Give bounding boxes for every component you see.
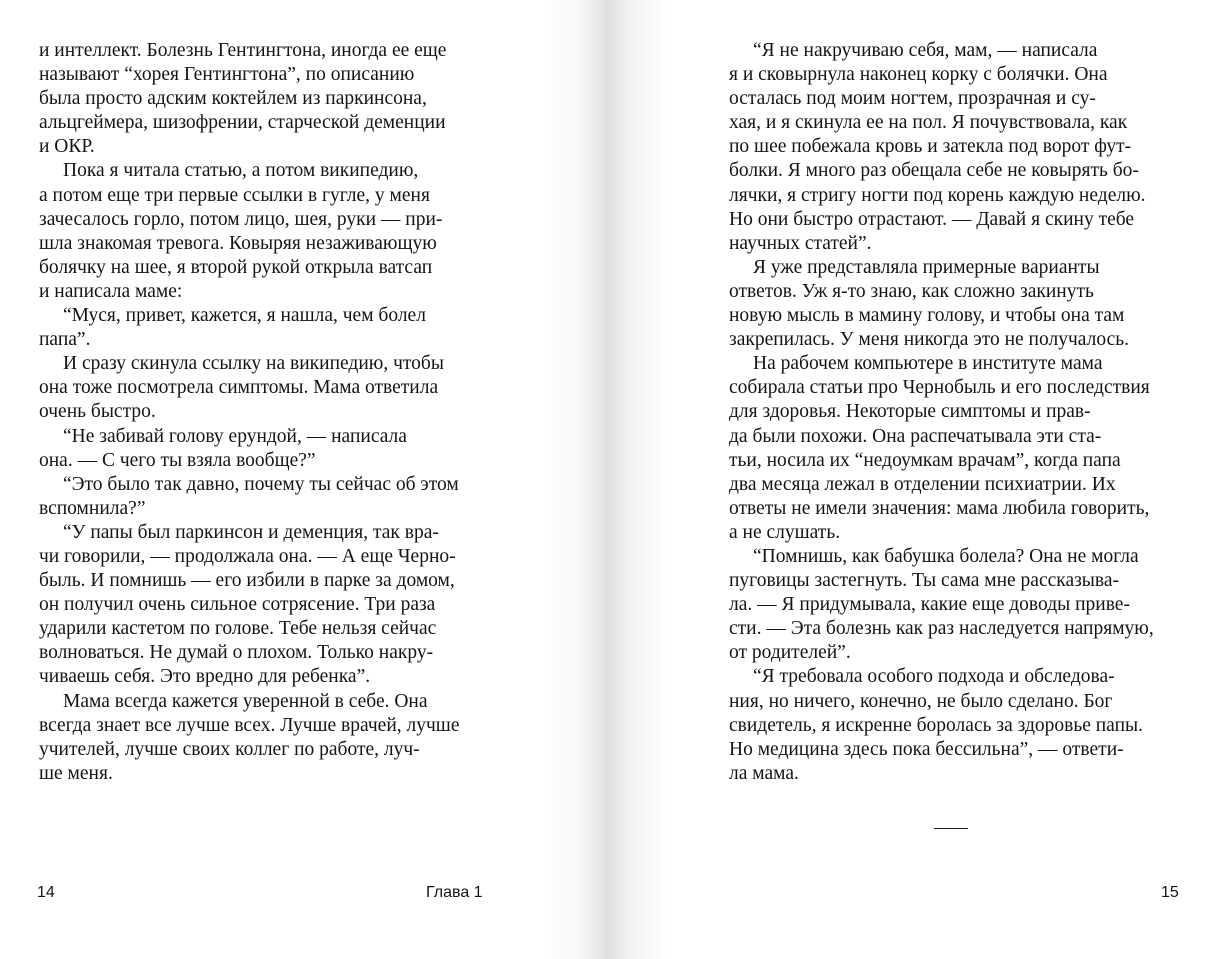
text-line: хая, и я скинула ее на пол. Я почувствовала, как — [729, 112, 1128, 134]
text-line: ударили кастетом по голове. Тебе нельзя сейчас — [39, 618, 437, 640]
text-line: ответы не имели значения: мама любила говорить, — [729, 497, 1150, 519]
text-line: да были похожи. Она распечатывала эти ста- — [729, 425, 1102, 447]
text-line: вспомнила?” — [39, 497, 146, 519]
text-line: На рабочем компьютере в институте мама — [753, 353, 1103, 375]
text-line: Но они быстро отрастают. — Давай я скину тебе — [729, 208, 1135, 230]
text-line: чиваешь себя. Это вредно для ребенка”. — [39, 666, 371, 688]
running-head-chapter: Глава 1 — [426, 884, 483, 901]
text-line: научных статей”. — [729, 232, 872, 254]
text-line: “Муся, привет, кажется, я нашла, чем болел — [63, 305, 426, 327]
text-line: папа”. — [39, 329, 91, 351]
text-line: тьи, носила их “недоумкам врачам”, когда папа — [729, 449, 1121, 471]
text-line: и ОКР. — [39, 136, 95, 158]
text-line: Но медицина здесь пока бессильна”, — ответи- — [729, 738, 1124, 760]
text-line: ответов. Уж я-то знаю, как сложно закинуть — [729, 280, 1094, 302]
text-line: я и сковырнула наконец корку с болячки. Она — [729, 64, 1108, 86]
right-page — [609, 0, 1219, 959]
text-line: “У папы был паркинсон и деменция, так вра- — [63, 521, 439, 543]
left-page-body-text — [39, 39, 459, 786]
text-line: ше меня. — [39, 762, 113, 784]
text-line: ла мама. — [729, 762, 799, 784]
text-line: и написала маме: — [39, 280, 183, 302]
text-line: а потом еще три первые ссылки в гугле, у меня — [39, 184, 430, 206]
text-line: а не слушать. — [729, 521, 841, 543]
text-line: быль. И помнишь — его избили в парке за домом, — [39, 570, 455, 592]
text-line: волноваться. Не думай о плохом. Только накру- — [39, 642, 434, 664]
left-page — [0, 0, 600, 959]
text-line: “Это было так давно, почему ты сейчас об этом — [63, 473, 459, 495]
right-page-number: 15 — [1161, 884, 1179, 901]
text-line: Я уже представляла примерные варианты — [753, 256, 1100, 278]
text-line: чи говорили, — продолжала она. — А еще Черно- — [39, 545, 456, 567]
text-line: лячки, я стригу ногти под корень каждую неделю. — [729, 184, 1146, 206]
text-line: зачесалось горло, потом лицо, шея, руки — при- — [39, 208, 443, 230]
text-line: болки. Я много раз обещала себе не ковырять бо- — [729, 160, 1139, 182]
text-line: “Помнишь, как бабушка болела? Она не могла — [753, 545, 1139, 567]
text-line: “Я не накручиваю себя, мам, — написала — [753, 40, 1098, 61]
text-line: называют “хорея Гентингтона”, по описанию — [39, 64, 415, 86]
text-line: она тоже посмотрела симптомы. Мама ответила — [39, 377, 439, 399]
text-line: свидетель, я искренне боролась за здоровье папы. — [729, 714, 1143, 736]
text-line: ния, но ничего, конечно, не было сделано. Бог — [729, 690, 1113, 712]
text-line: два месяца лежал в отделении психиатрии. Их — [729, 473, 1116, 495]
text-line: Мама всегда кажется уверенной в себе. Она — [63, 690, 428, 712]
text-line: “Не забивай голову ерундой, — написала — [63, 425, 407, 447]
text-line: новую мысль в мамину голову, и чтобы она там — [729, 305, 1125, 327]
text-line: пуговицы застегнуть. Ты сама мне рассказыва- — [729, 570, 1119, 592]
text-line: учителей, лучше своих коллег по работе, луч- — [39, 738, 420, 760]
text-line: была просто адским коктейлем из паркинсона, — [39, 88, 427, 110]
text-line: собирала статьи про Чернобыль и его последствия — [729, 377, 1150, 399]
text-line: всегда знает все лучше всех. Лучше врачей, лучше — [39, 714, 460, 736]
text-line: он получил очень сильное сотрясение. Три раза — [39, 594, 436, 616]
text-line: Пока я читала статью, а потом википедию, — [63, 160, 419, 182]
text-line: альцгеймера, шизофрении, старческой деменции — [39, 112, 446, 134]
section-break-rule — [934, 828, 968, 829]
text-line: болячку на шее, я второй рукой открыла ватсап — [39, 256, 433, 278]
text-line: осталась под моим ногтем, прозрачная и су- — [729, 88, 1096, 110]
text-line: она. — С чего ты взяла вообще?” — [39, 449, 316, 471]
text-line: “Я требовала особого подхода и обследова- — [753, 666, 1115, 688]
left-page-number: 14 — [37, 884, 55, 901]
text-line: очень быстро. — [39, 401, 156, 423]
text-line: закрепилась. У меня никогда это не получалось. — [729, 329, 1129, 351]
text-line: и интеллект. Болезнь Гентингтона, иногда ее еще — [39, 40, 447, 61]
text-line: сти. — Эта болезнь как раз наследуется напрямую, — [729, 618, 1154, 640]
text-line: шла знакомая тревога. Ковыряя незаживающую — [39, 232, 437, 254]
text-line: И сразу скинула ссылку на википедию, чтобы — [63, 353, 444, 375]
text-line: ла. — Я придумывала, какие еще доводы приве- — [729, 594, 1130, 616]
right-page-body-text — [729, 39, 1154, 786]
text-line: для здоровья. Некоторые симптомы и прав- — [729, 401, 1091, 423]
text-line: от родителей”. — [729, 642, 851, 664]
text-line: по шее побежала кровь и затекла под ворот фут- — [729, 136, 1132, 158]
